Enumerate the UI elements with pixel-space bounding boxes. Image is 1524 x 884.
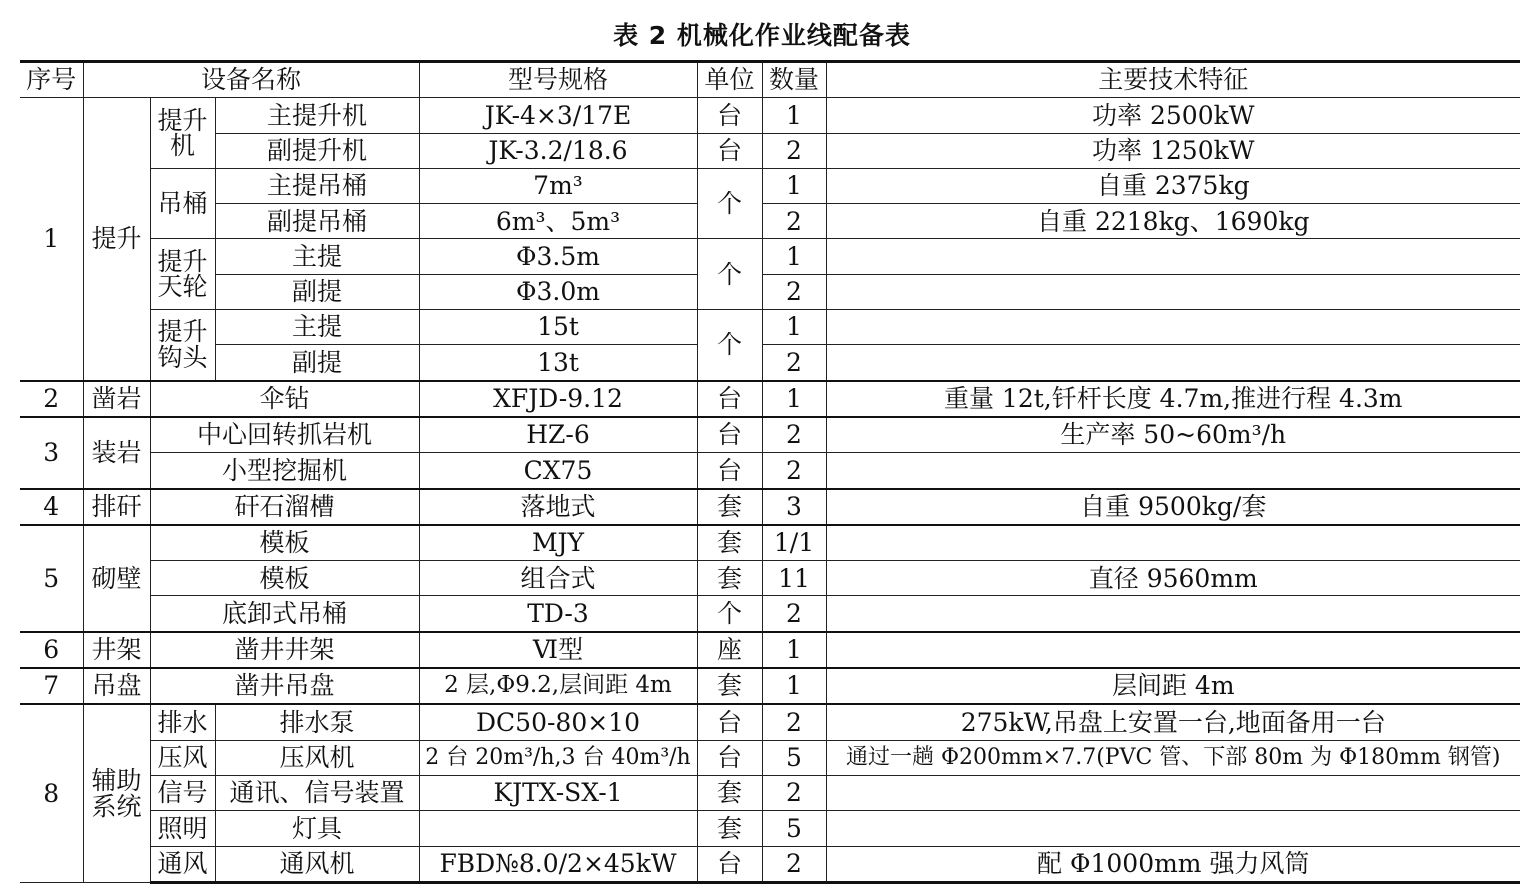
- feature-cell: [826, 310, 1520, 345]
- model-cell: KJTX-SX-1: [419, 775, 697, 810]
- unit-cell: 套: [697, 668, 762, 704]
- feature-cell: 功率 2500kW: [826, 98, 1520, 133]
- qty-cell: 2: [762, 133, 826, 168]
- feature-cell: 层间距 4m: [826, 668, 1520, 704]
- qty-cell: 1: [762, 310, 826, 345]
- feature-cell: [826, 632, 1520, 668]
- table-row: [20, 596, 1520, 632]
- table-caption: 表 2 机械化作业线配备表: [613, 21, 911, 50]
- qty-cell: 2: [762, 453, 826, 489]
- qty-cell: 2: [762, 204, 826, 239]
- qty-cell: 2: [762, 775, 826, 810]
- equipment-name: 副提吊桶: [215, 204, 419, 239]
- qty-cell: 1: [762, 632, 826, 668]
- table-row: [20, 846, 1520, 882]
- equipment-name: 凿井井架: [150, 632, 419, 668]
- qty-cell: 2: [762, 345, 826, 381]
- qty-cell: 2: [762, 274, 826, 309]
- table-row: [20, 811, 1520, 846]
- unit-cell: 座: [697, 632, 762, 668]
- model-cell: TD-3: [419, 596, 697, 632]
- equipment-name: 小型挖掘机: [150, 453, 419, 489]
- feature-cell: 自重 2218kg、1690kg: [826, 204, 1520, 239]
- seq-cell: 2: [20, 381, 83, 417]
- feature-cell: [826, 811, 1520, 846]
- table-row: [20, 239, 1520, 274]
- table-row: [20, 168, 1520, 203]
- seq-cell: 3: [20, 417, 83, 489]
- equipment-name: 主提: [215, 239, 419, 274]
- model-cell: 7m³: [419, 168, 697, 203]
- header-qty: 数量: [762, 62, 826, 98]
- equipment-name: 灯具: [215, 811, 419, 846]
- table-row: [20, 345, 1520, 381]
- table-row: [20, 98, 1520, 133]
- qty-cell: 1: [762, 98, 826, 133]
- unit-cell: 台: [697, 453, 762, 489]
- header-name: 设备名称: [83, 62, 419, 98]
- qty-cell: 2: [762, 846, 826, 882]
- unit-cell: 台: [697, 133, 762, 168]
- equipment-name: 通讯、信号装置: [215, 775, 419, 810]
- feature-cell: 生产率 50~60m³/h: [826, 417, 1520, 453]
- model-cell: Φ3.0m: [419, 274, 697, 309]
- model-cell: 15t: [419, 310, 697, 345]
- qty-cell: 1/1: [762, 525, 826, 561]
- qty-cell: 5: [762, 740, 826, 775]
- unit-cell: 个: [697, 239, 762, 310]
- seq-cell: 1: [20, 98, 83, 381]
- table-row: [20, 740, 1520, 775]
- model-cell: JK-3.2/18.6: [419, 133, 697, 168]
- unit-cell: 套: [697, 811, 762, 846]
- equipment-table: [20, 60, 1520, 884]
- subcategory-cell: 照明: [150, 811, 215, 846]
- category-cell: 凿岩: [83, 381, 150, 417]
- seq-cell: 8: [20, 704, 83, 882]
- feature-cell: 功率 1250kW: [826, 133, 1520, 168]
- seq-cell: 6: [20, 632, 83, 668]
- qty-cell: 5: [762, 811, 826, 846]
- table-row: [20, 775, 1520, 810]
- subcategory-cell: 通风: [150, 846, 215, 882]
- qty-cell: 11: [762, 561, 826, 596]
- model-cell: 2 台 20m³/h,3 台 40m³/h: [419, 740, 697, 775]
- feature-cell: 直径 9560mm: [826, 561, 1520, 596]
- category-cell: 辅助 系统: [83, 704, 150, 882]
- header-seq: 序号: [20, 62, 83, 98]
- seq-cell: 4: [20, 489, 83, 525]
- subcategory-cell: 压风: [150, 740, 215, 775]
- table-row: [20, 204, 1520, 239]
- subcategory-cell: 吊桶: [150, 168, 215, 239]
- feature-cell: [826, 525, 1520, 561]
- model-cell: MJY: [419, 525, 697, 561]
- category-cell: 吊盘: [83, 668, 150, 704]
- equipment-name: 通风机: [215, 846, 419, 882]
- model-cell: 落地式: [419, 489, 697, 525]
- model-cell: HZ-6: [419, 417, 697, 453]
- feature-cell: 自重 2375kg: [826, 168, 1520, 203]
- equipment-name: 矸石溜槽: [150, 489, 419, 525]
- category-cell: 提升: [83, 98, 150, 381]
- qty-cell: 1: [762, 239, 826, 274]
- equipment-name: 伞钻: [150, 381, 419, 417]
- equipment-name: 模板: [150, 525, 419, 561]
- qty-cell: 2: [762, 417, 826, 453]
- table-row: [20, 274, 1520, 309]
- unit-cell: 套: [697, 489, 762, 525]
- header-unit: 单位: [697, 62, 762, 98]
- category-cell: 砌壁: [83, 525, 150, 632]
- category-cell: 排矸: [83, 489, 150, 525]
- equipment-name: 底卸式吊桶: [150, 596, 419, 632]
- unit-cell: 套: [697, 561, 762, 596]
- table-row: [20, 525, 1520, 561]
- qty-cell: 1: [762, 668, 826, 704]
- unit-cell: 台: [697, 846, 762, 882]
- equipment-name: 模板: [150, 561, 419, 596]
- table-row: [20, 489, 1520, 525]
- model-cell: XFJD-9.12: [419, 381, 697, 417]
- equipment-name: 排水泵: [215, 704, 419, 740]
- unit-cell: 台: [697, 417, 762, 453]
- qty-cell: 1: [762, 168, 826, 203]
- subcategory-cell: 信号: [150, 775, 215, 810]
- model-cell: [419, 811, 697, 846]
- feature-cell: [826, 239, 1520, 274]
- unit-cell: 个: [697, 596, 762, 632]
- subcategory-cell: 提升 机: [150, 98, 215, 169]
- feature-cell: [826, 453, 1520, 489]
- equipment-name: 中心回转抓岩机: [150, 417, 419, 453]
- category-cell: 井架: [83, 632, 150, 668]
- model-cell: 组合式: [419, 561, 697, 596]
- model-cell: 13t: [419, 345, 697, 381]
- equipment-name: 主提: [215, 310, 419, 345]
- unit-cell: 套: [697, 775, 762, 810]
- unit-cell: 个: [697, 168, 762, 239]
- model-cell: CX75: [419, 453, 697, 489]
- qty-cell: 2: [762, 596, 826, 632]
- subcategory-cell: 提升 天轮: [150, 239, 215, 310]
- equipment-name: 副提升机: [215, 133, 419, 168]
- header-features: 主要技术特征: [826, 62, 1520, 98]
- equipment-name: 凿井吊盘: [150, 668, 419, 704]
- qty-cell: 1: [762, 381, 826, 417]
- model-cell: 2 层,Φ9.2,层间距 4m: [419, 668, 697, 704]
- feature-cell: [826, 775, 1520, 810]
- seq-cell: 5: [20, 525, 83, 632]
- unit-cell: 台: [697, 98, 762, 133]
- table-row: [20, 561, 1520, 596]
- unit-cell: 套: [697, 525, 762, 561]
- header-model: 型号规格: [419, 62, 697, 98]
- subcategory-cell: 提升 钩头: [150, 310, 215, 381]
- table-row: [20, 704, 1520, 740]
- unit-cell: 个: [697, 310, 762, 381]
- feature-cell: 275kW,吊盘上安置一台,地面备用一台: [826, 704, 1520, 740]
- feature-cell: 通过一趟 Φ200mm×7.7(PVC 管、下部 80m 为 Φ180mm 钢管): [826, 740, 1520, 775]
- table-row: [20, 668, 1520, 704]
- table-row: [20, 453, 1520, 489]
- equipment-name: 主提吊桶: [215, 168, 419, 203]
- model-cell: JK-4×3/17E: [419, 98, 697, 133]
- table-row: [20, 632, 1520, 668]
- feature-cell: [826, 596, 1520, 632]
- unit-cell: 台: [697, 381, 762, 417]
- model-cell: FBD№8.0/2×45kW: [419, 846, 697, 882]
- model-cell: DC50-80×10: [419, 704, 697, 740]
- unit-cell: 台: [697, 740, 762, 775]
- equipment-name: 压风机: [215, 740, 419, 775]
- equipment-name: 副提: [215, 345, 419, 381]
- category-cell: 装岩: [83, 417, 150, 489]
- table-row: [20, 133, 1520, 168]
- table-row: [20, 310, 1520, 345]
- model-cell: 6m³、5m³: [419, 204, 697, 239]
- model-cell: Ⅵ型: [419, 632, 697, 668]
- feature-cell: 自重 9500kg/套: [826, 489, 1520, 525]
- equipment-name: 副提: [215, 274, 419, 309]
- subcategory-cell: 排水: [150, 704, 215, 740]
- unit-cell: 台: [697, 704, 762, 740]
- table-row: [20, 381, 1520, 417]
- qty-cell: 2: [762, 704, 826, 740]
- equipment-name: 主提升机: [215, 98, 419, 133]
- seq-cell: 7: [20, 668, 83, 704]
- feature-cell: 重量 12t,钎杆长度 4.7m,推进行程 4.3m: [826, 381, 1520, 417]
- feature-cell: [826, 274, 1520, 309]
- table-row: [20, 417, 1520, 453]
- header-row: [20, 62, 1520, 98]
- feature-cell: 配 Φ1000mm 强力风筒: [826, 846, 1520, 882]
- qty-cell: 3: [762, 489, 826, 525]
- feature-cell: [826, 345, 1520, 381]
- model-cell: Φ3.5m: [419, 239, 697, 274]
